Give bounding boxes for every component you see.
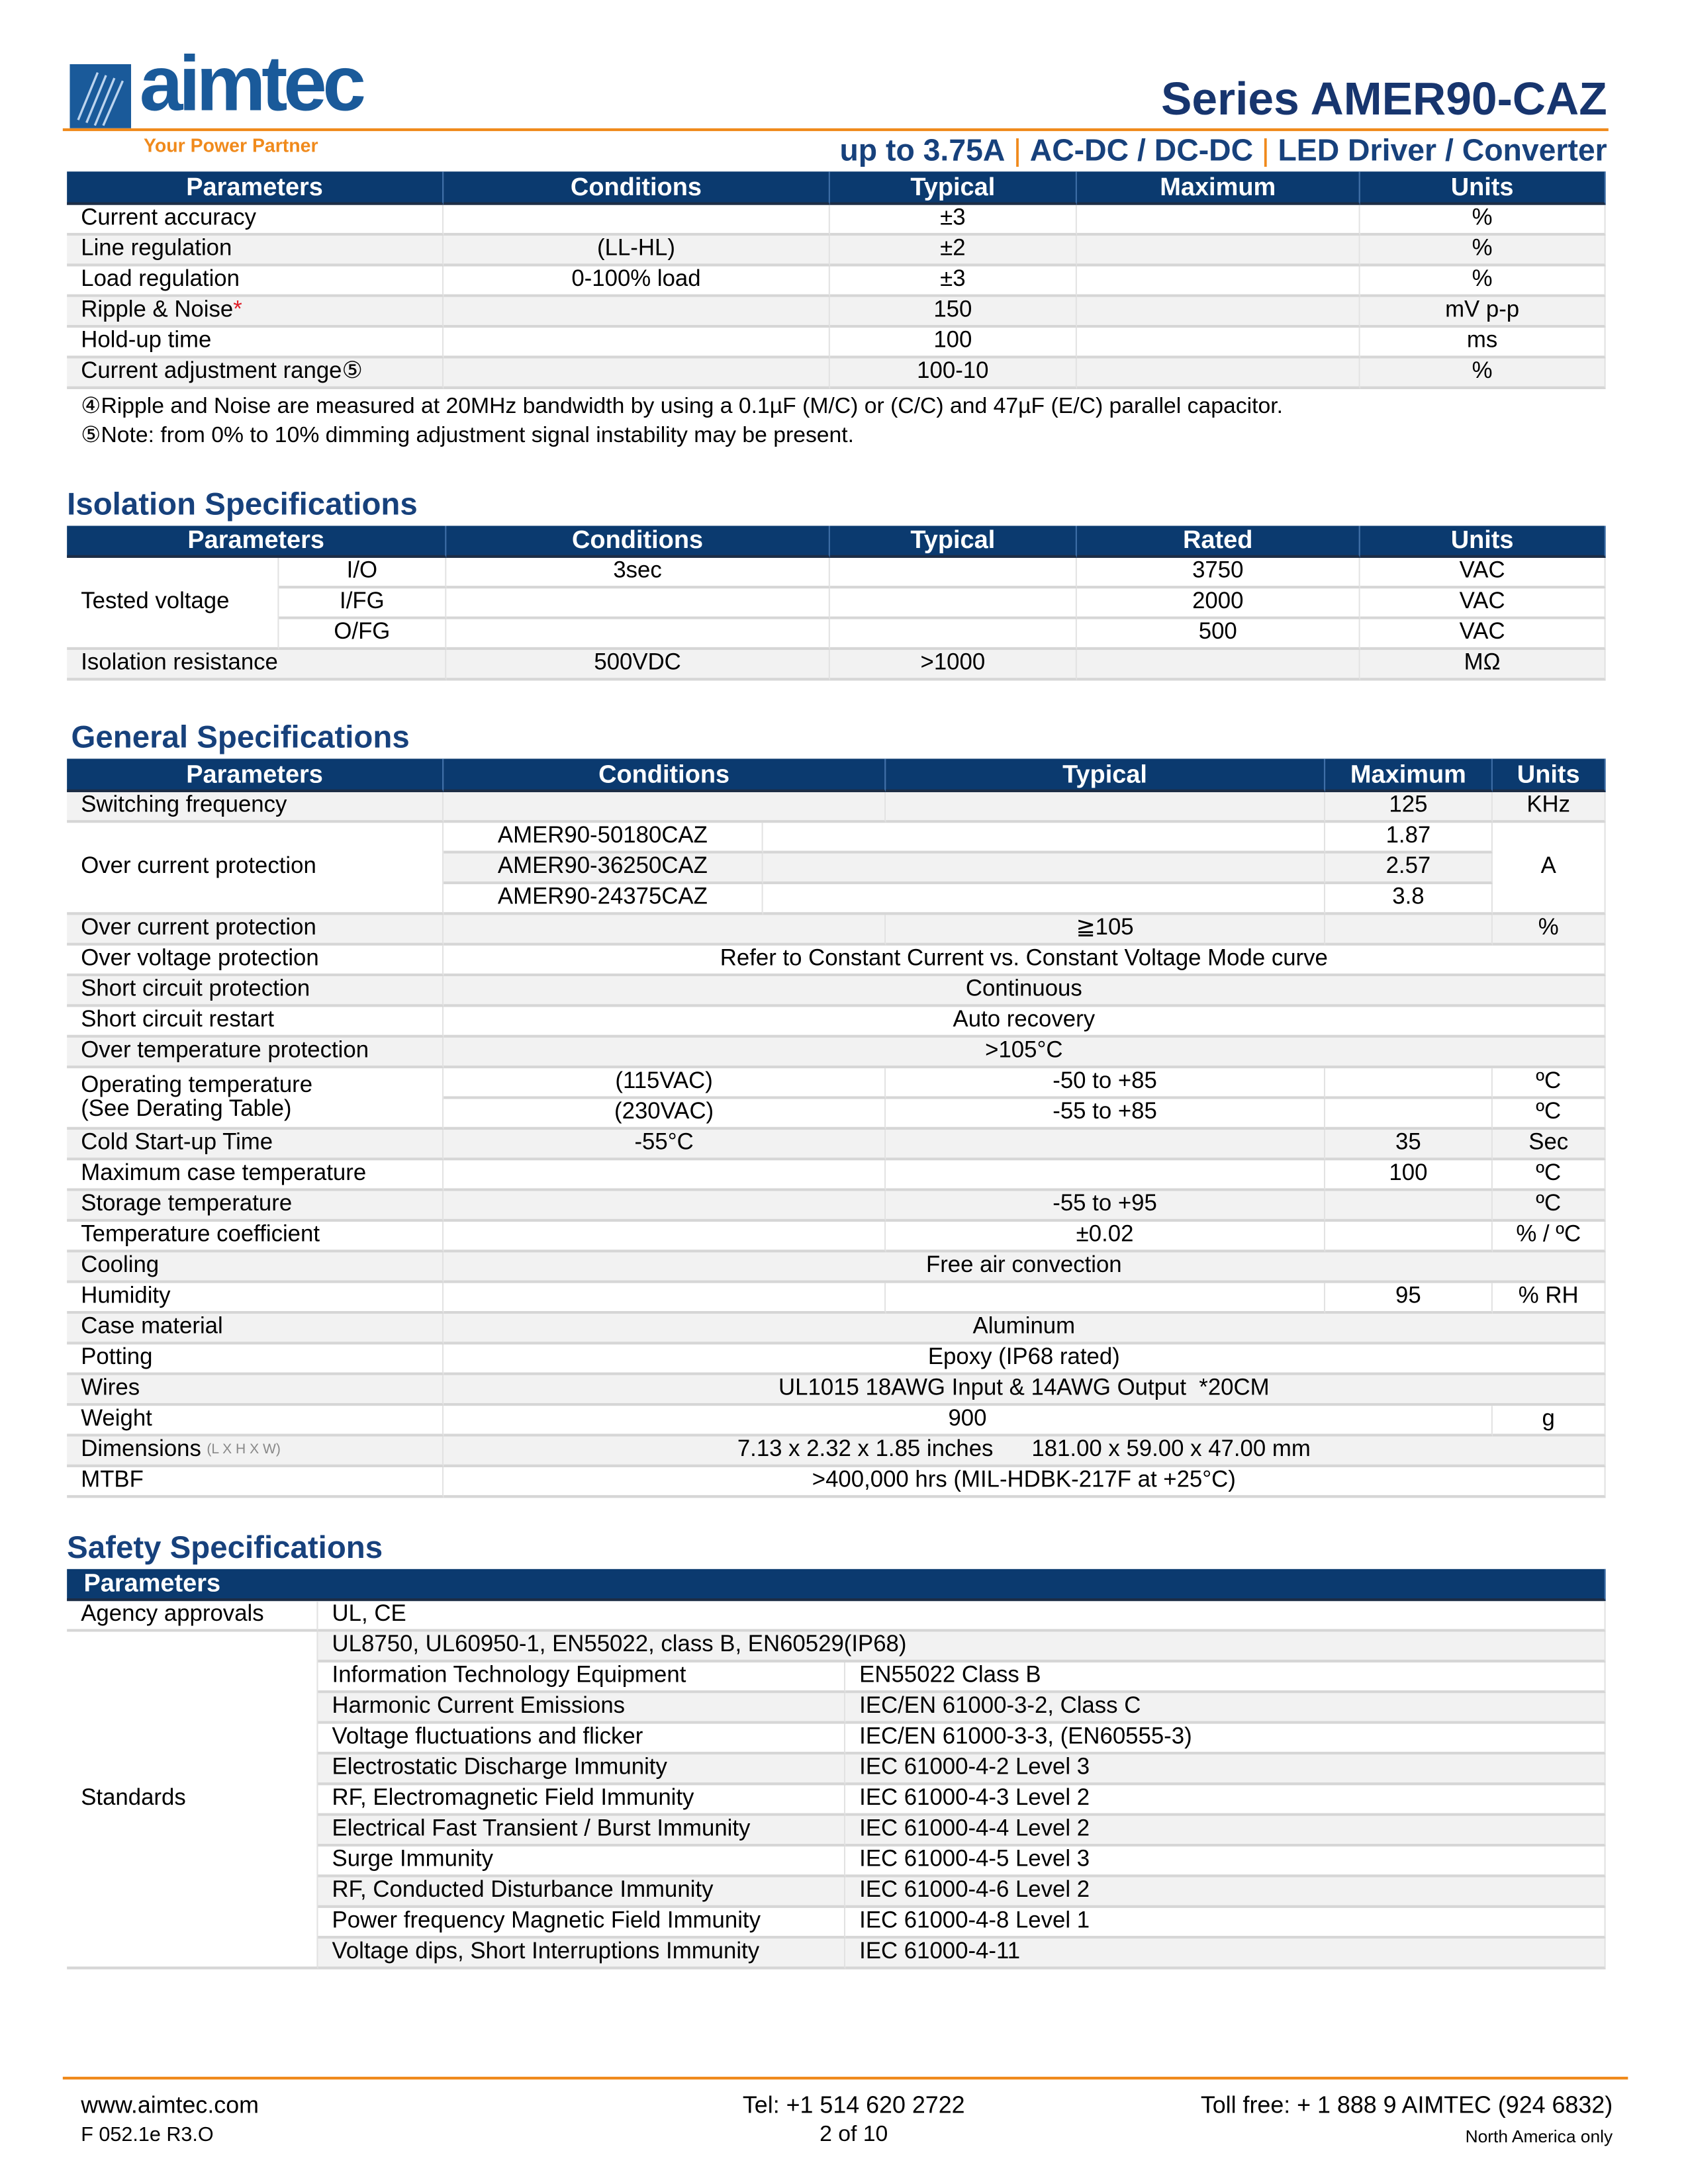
table-cell: 2000 [1077, 588, 1360, 619]
table-cell: >400,000 hrs (MIL-HDBK-217F at +25°C) [444, 1467, 1605, 1498]
table-cell [763, 823, 1325, 853]
table-cell [830, 588, 1077, 619]
table-cell: 95 [1325, 1283, 1493, 1314]
brand-name: aimtec [139, 39, 362, 127]
table-cell: 100 [830, 328, 1077, 358]
column-header: Conditions [444, 171, 830, 205]
table-cell: Continuous [444, 976, 1605, 1007]
standard-value: IEC 61000-4-6 Level 2 [845, 1878, 1606, 1908]
table-cell [886, 1160, 1325, 1191]
parameter-name: Switching frequency [67, 792, 444, 823]
parameter-name: Temperature coefficient [67, 1222, 444, 1252]
table-cell [444, 1283, 886, 1314]
isolation-title: Isolation Specifications [67, 486, 418, 522]
table-cell: 3.8 [1325, 884, 1493, 915]
model-name: AMER90-50180CAZ [444, 823, 763, 853]
parameter-name: Agency approvals [67, 1601, 318, 1631]
table-cell [1077, 650, 1360, 680]
table-cell [444, 1191, 886, 1222]
table-cell: % / ºC [1493, 1222, 1606, 1252]
standard-value: IEC/EN 61000-3-3, (EN60555-3) [845, 1724, 1606, 1754]
parameter-name: Hold-up time [67, 328, 444, 358]
table-cell: 3750 [1077, 558, 1360, 588]
table-cell [830, 619, 1077, 650]
subtitle-separator: | [1013, 132, 1022, 167]
parameter-name: Short circuit restart [67, 1007, 444, 1038]
table-cell [446, 619, 830, 650]
table-cell: 900 [444, 1406, 1493, 1436]
table-cell: ±3 [830, 267, 1077, 297]
parameter-name: Ripple & Noise [81, 297, 234, 323]
table-cell [763, 884, 1325, 915]
parameter-name: Isolation resistance [67, 650, 446, 680]
standard-name: RF, Conducted Disturbance Immunity [318, 1878, 845, 1908]
standard-value: EN55022 Class B [845, 1662, 1606, 1693]
column-header: Units [1360, 525, 1606, 557]
table-cell: (230VAC) [444, 1099, 886, 1130]
column-header: Units [1360, 171, 1606, 205]
column-header: Conditions [444, 758, 886, 792]
standard-name: RF, Electromagnetic Field Immunity [318, 1785, 845, 1815]
standard-name: Information Technology Equipment [318, 1662, 845, 1693]
series-subtitle [839, 134, 1607, 167]
table-cell [1077, 297, 1360, 328]
table-cell: 150 [830, 297, 1077, 328]
parameter-name: MTBF [67, 1467, 444, 1498]
table-cell: (115VAC) [444, 1068, 886, 1099]
parameter-name: Standards [67, 1632, 318, 1970]
parameter-name: Short circuit protection [67, 976, 444, 1007]
parameter-name: Case material [67, 1314, 444, 1344]
table-cell [1325, 1068, 1493, 1099]
series-title: Series AMER90-CAZ [1160, 72, 1607, 124]
table-cell [444, 1160, 886, 1191]
column-header: Maximum [1325, 758, 1493, 792]
table-cell: 500VDC [446, 650, 830, 680]
table-cell: ±3 [830, 205, 1077, 236]
parameter-name: Humidity [67, 1283, 444, 1314]
model-name: AMER90-36250CAZ [444, 854, 763, 884]
parameter-name: Over voltage protection [67, 946, 444, 976]
standard-value: IEC/EN 61000-3-2, Class C [845, 1693, 1606, 1723]
column-header: Rated [1077, 525, 1360, 557]
table-cell: % [1360, 359, 1606, 389]
table-cell [1325, 1222, 1493, 1252]
table-cell: 125 [1325, 792, 1493, 823]
parameter-name: Storage temperature [67, 1191, 444, 1222]
standard-value: IEC 61000-4-8 Level 1 [845, 1908, 1606, 1938]
table-cell: Epoxy (IP68 rated) [444, 1345, 1605, 1375]
table-cell: % [1360, 236, 1606, 266]
table-cell: ºC [1493, 1160, 1606, 1191]
table-cell [444, 359, 830, 389]
parameter-name: Tested voltage [67, 558, 279, 650]
website-link[interactable]: www.aimtec.com [81, 2092, 259, 2119]
table-cell [444, 297, 830, 328]
table-cell: MΩ [1360, 650, 1606, 680]
table-cell: UL8750, UL60950-1, EN55022, class B, EN60529(IP68) [318, 1632, 1605, 1662]
table-cell [444, 205, 830, 236]
table-cell: Auto recovery [444, 1007, 1605, 1038]
table-cell: 35 [1325, 1130, 1493, 1160]
table-cell: 0-100% load [444, 267, 830, 297]
parameter-name: Current accuracy [67, 205, 444, 236]
table-cell [1077, 328, 1360, 358]
column-header: Typical [830, 171, 1077, 205]
column-header: Parameters [67, 171, 444, 205]
table-cell: UL, CE [318, 1601, 1605, 1631]
table-cell [886, 1283, 1325, 1314]
header-rule [63, 128, 1609, 131]
table-cell: ≧105 [886, 915, 1325, 945]
table-cell: A [1493, 823, 1606, 915]
table-cell: 500 [1077, 619, 1360, 650]
table-cell: VAC [1360, 619, 1606, 650]
parameter-name: Operating temperature (See Derating Table) [67, 1068, 444, 1130]
standard-value: IEC 61000-4-4 Level 2 [845, 1816, 1606, 1846]
standard-name: Voltage fluctuations and flicker [318, 1724, 845, 1754]
table-cell: Free air convection [444, 1252, 1605, 1283]
column-header: Parameters [67, 525, 446, 557]
parameter-name: Line regulation [67, 236, 444, 266]
region-note: North America only [1465, 2126, 1613, 2147]
standard-value: IEC 61000-4-3 Level 2 [845, 1785, 1606, 1815]
standard-name: Voltage dips, Short Interruptions Immunity [318, 1938, 845, 1969]
parameter-name: Cold Start-up Time [67, 1130, 444, 1160]
subtitle-product: LED Driver / Converter [1278, 132, 1607, 167]
table-cell [444, 1222, 886, 1252]
table-cell: ºC [1493, 1191, 1606, 1222]
table-cell: -50 to +85 [886, 1068, 1325, 1099]
table-cell: % [1360, 205, 1606, 236]
aimtec-logo-mark-icon [70, 64, 131, 128]
table-cell: -55 to +85 [886, 1099, 1325, 1130]
table-cell: VAC [1360, 558, 1606, 588]
table-cell [1325, 1099, 1493, 1130]
table-cell: ºC [1493, 1068, 1606, 1099]
parameter-name: Wires [67, 1375, 444, 1406]
table-cell: 2.57 [1325, 854, 1493, 884]
column-header: Parameters [67, 758, 444, 792]
table-cell: KHz [1493, 792, 1606, 823]
table-cell [444, 792, 886, 823]
table-cell [830, 558, 1077, 588]
table-cell: 100-10 [830, 359, 1077, 389]
parameter-name: Current adjustment range⑤ [67, 359, 444, 389]
table-cell [1077, 236, 1360, 266]
parameter-name: Cooling [67, 1252, 444, 1283]
table-cell: >105°C [444, 1038, 1605, 1068]
subtitle-type: AC-DC / DC-DC [1029, 132, 1254, 167]
telephone: Tel: +1 514 620 2722 [742, 2092, 965, 2119]
table-cell [1325, 1191, 1493, 1222]
table-cell: g [1493, 1406, 1606, 1436]
column-header: Parameters [67, 1569, 1605, 1601]
table-cell: I/FG [279, 588, 446, 619]
table-cell [444, 915, 886, 945]
column-header: Typical [830, 525, 1077, 557]
table-cell: 1.87 [1325, 823, 1493, 853]
footer-rule [63, 2077, 1628, 2079]
standard-name: Power frequency Magnetic Field Immunity [318, 1908, 845, 1938]
table-cell: Refer to Constant Current vs. Constant Voltage Mode curve [444, 946, 1605, 976]
table-cell [444, 328, 830, 358]
table-cell: % RH [1493, 1283, 1606, 1314]
table-cell: (LL-HL) [444, 236, 830, 266]
table-cell [763, 854, 1325, 884]
table-cell: I/O [279, 558, 446, 588]
parameter-name: Dimensions [81, 1437, 201, 1463]
standard-name: Electrostatic Discharge Immunity [318, 1754, 845, 1785]
safety-title: Safety Specifications [67, 1529, 383, 1565]
table-cell: -55°C [444, 1130, 886, 1160]
table-cell [1077, 267, 1360, 297]
parameter-cell [67, 1437, 444, 1467]
standard-name: Surge Immunity [318, 1846, 845, 1877]
table-cell: ±2 [830, 236, 1077, 266]
ripple-note: ④Ripple and Noise are measured at 20MHz bandwidth by using a 0.1µF (M/C) or (C/C) and 47µF (E/C) parallel capacitor. [81, 394, 1283, 419]
form-code: F 052.1e R3.O [81, 2124, 214, 2147]
table-cell [1325, 915, 1493, 945]
page-number: 2 of 10 [820, 2122, 888, 2147]
parameter-name: Load regulation [67, 267, 444, 297]
standard-value: IEC 61000-4-5 Level 3 [845, 1846, 1606, 1877]
table-cell [886, 792, 1325, 823]
parameter-name: Maximum case temperature [67, 1160, 444, 1191]
table-cell: ºC [1493, 1099, 1606, 1130]
parameter-name: Over temperature protection [67, 1038, 444, 1068]
table-cell: >1000 [830, 650, 1077, 680]
subtitle-separator: | [1261, 132, 1270, 167]
standard-name: Harmonic Current Emissions [318, 1693, 845, 1723]
toll-free: Toll free: + 1 888 9 AIMTEC (924 6832) [1200, 2092, 1613, 2119]
model-name: AMER90-24375CAZ [444, 884, 763, 915]
dimension-order-hint: (L X H X W) [207, 1441, 281, 1457]
table-cell: -55 to +95 [886, 1191, 1325, 1222]
table-cell [1077, 205, 1360, 236]
table-cell: ms [1360, 328, 1606, 358]
parameter-cell [67, 297, 444, 328]
table-cell: 3sec [446, 558, 830, 588]
standard-name: Electrical Fast Transient / Burst Immunity [318, 1816, 845, 1846]
footnote-marker: * [233, 297, 242, 323]
parameter-name: Potting [67, 1345, 444, 1375]
table-cell: UL1015 18AWG Input & 14AWG Output *20CM [444, 1375, 1605, 1406]
table-cell: ±0.02 [886, 1222, 1325, 1252]
table-cell: Sec [1493, 1130, 1606, 1160]
subtitle-current: up to 3.75A [839, 132, 1006, 167]
standard-value: IEC 61000-4-2 Level 3 [845, 1754, 1606, 1785]
table-cell [886, 1130, 1325, 1160]
dimming-note: ⑤Note: from 0% to 10% dimming adjustment signal instability may be present. [81, 424, 855, 448]
column-header: Maximum [1077, 171, 1360, 205]
column-header: Typical [886, 758, 1325, 792]
table-cell: O/FG [279, 619, 446, 650]
parameter-name: Over current protection [67, 823, 444, 915]
column-header: Units [1493, 758, 1606, 792]
table-cell: VAC [1360, 588, 1606, 619]
general-title: General Specifications [71, 719, 410, 755]
table-cell: Aluminum [444, 1314, 1605, 1344]
table-cell: % [1360, 267, 1606, 297]
parameter-name: Weight [67, 1406, 444, 1436]
parameter-name: Over current protection [67, 915, 444, 945]
table-cell: % [1493, 915, 1606, 945]
table-cell [446, 588, 830, 619]
table-cell: 7.13 x 2.32 x 1.85 inches 181.00 x 59.00 x 47.00 mm [444, 1437, 1605, 1467]
table-cell [1077, 359, 1360, 389]
column-header: Conditions [446, 525, 830, 557]
table-cell: mV p-p [1360, 297, 1606, 328]
standard-value: IEC 61000-4-11 [845, 1938, 1606, 1969]
tagline: Your Power Partner [144, 135, 318, 157]
table-cell: 100 [1325, 1160, 1493, 1191]
